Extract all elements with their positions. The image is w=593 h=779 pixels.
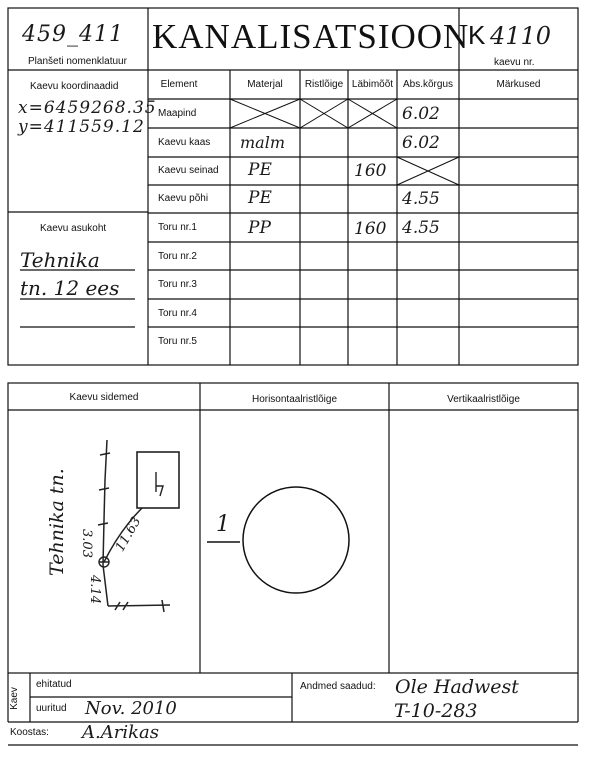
well-prefix: K: [468, 20, 486, 50]
table-row-element: Toru nr.4: [158, 308, 197, 319]
page-title: KANALISATSIOON: [152, 17, 470, 56]
sketch-dim-b: 11.63: [112, 514, 145, 555]
col-header-ristloige: Ristlõige: [304, 79, 344, 90]
well-number: 4110: [490, 22, 552, 50]
footer-andmed-value1: Ole Hadwest: [395, 676, 519, 698]
col-header-markused: Märkused: [496, 79, 541, 90]
location-line2: tn. 12 ees: [20, 276, 120, 300]
sketch-col-sidemed: Kaevu sidemed: [69, 392, 139, 403]
manhole-section-circle: [243, 487, 349, 593]
footer-uuritud-value: Nov. 2010: [85, 698, 177, 719]
sketch-dim-a: 3.03: [78, 529, 94, 558]
footer-ehitatud-label: ehitatud: [36, 679, 72, 690]
nomenclature-label: Planšeti nomenklatuur: [28, 56, 127, 67]
table-row-element: Toru nr.1: [158, 222, 197, 233]
cell-labimoot: 160: [354, 219, 387, 239]
table-row-element: Toru nr.5: [158, 336, 197, 347]
coordinate-y: y=411559.12: [18, 117, 145, 137]
col-header-abs: Abs.kõrgus: [402, 79, 454, 90]
location-label: Kaevu asukoht: [40, 223, 107, 234]
footer-koostas-value: A.Arikas: [82, 722, 159, 743]
footer-andmed-value2: T-10-283: [394, 700, 478, 722]
col-header-element: Element: [160, 79, 198, 90]
cell-abs: 6.02: [402, 133, 440, 153]
cell-abs: 4.55: [402, 218, 440, 238]
sketch-street-label: Tehnika tn.: [46, 468, 68, 576]
table-row-element: Kaevu põhi: [158, 193, 209, 204]
well-label: kaevu nr.: [494, 57, 535, 68]
col-header-materjal: Materjal: [247, 79, 283, 90]
cell-materjal: PE: [248, 188, 272, 208]
col-header-labimoot: Läbimõõt: [351, 79, 394, 90]
footer-andmed-label: Andmed saadud:: [300, 681, 376, 692]
sketch-col-horisontaal: Horisontaalristlõige: [251, 394, 338, 405]
footer-uuritud-label: uuritud: [36, 703, 67, 714]
cell-abs: 6.02: [402, 104, 440, 124]
section-mark: 1: [216, 512, 230, 537]
table-row-element: Maapind: [158, 108, 197, 119]
cell-materjal: PE: [248, 160, 272, 180]
table-row-element: Toru nr.2: [158, 251, 197, 262]
cell-materjal: PP: [248, 218, 271, 238]
footer-koostas-label: Koostas:: [10, 727, 49, 738]
location-line1: Tehnika: [20, 248, 100, 272]
footer-kaev-label: Kaev: [8, 687, 20, 710]
coordinate-x: x=6459268.35: [18, 98, 157, 118]
cell-abs: 4.55: [402, 189, 440, 209]
nomenclature-value: 459_411: [22, 22, 124, 47]
table-row-element: Kaevu seinad: [158, 165, 219, 176]
table-row-element: Kaevu kaas: [158, 137, 211, 148]
coordinates-label: Kaevu koordinaadid: [30, 81, 119, 92]
cell-labimoot: 160: [354, 161, 387, 181]
table-row-element: Toru nr.3: [158, 279, 197, 290]
cell-materjal: malm: [240, 133, 285, 152]
sketch-col-vertikaal: Vertikaalristlõige: [447, 394, 520, 405]
sketch-dim-c: 4.14: [86, 575, 102, 604]
